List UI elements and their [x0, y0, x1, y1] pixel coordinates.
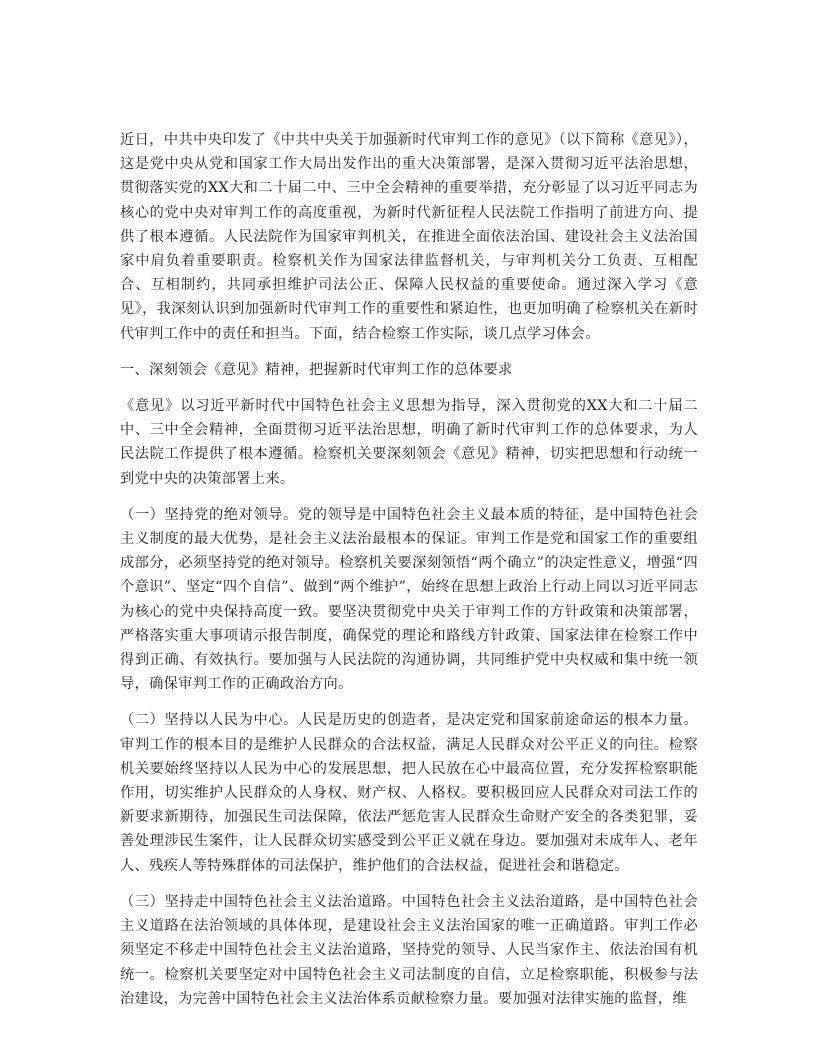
- section-intro-paragraph: 《意见》以习近平新时代中国特色社会主义思想为指导，深入贯彻党的XX大和二十届二中、三中全会精神，全面贯彻习近平法治思想，明确了新时代审判工作的总体要求，为人民法院工作提供了根本遵循。检察机关要深刻领会《意见》精神，切实把思想和行动统一到党中央的决策部署上来。: [120, 398, 698, 487]
- document-page: [120, 128, 698, 1023]
- section-heading: 一、深刻领会《意见》精神，把握新时代审判工作的总体要求: [120, 361, 513, 378]
- point-one-paragraph: （一）坚持党的绝对领导。党的领导是中国特色社会主义最本质的特征，是中国特色社会主义制度的最大优势，是社会主义法治最根本的保证。审判工作是党和国家工作的重要组成部分，必须坚持党的绝对领导。检察机关要深刻领悟“两个确立”的决定性意义，增强“四个意识”、坚定“四个自信”、做到“两个维护”，始终在思想上政治上行动上同以习近平同志为核心的党中央保持高度一致。要坚决贯彻党中央关于审判工作的方针政策和决策部署，严格落实重大事项请示报告制度，确保党的理论和路线方针政策、国家法律在检察工作中得到正确、有效执行。要加强与人民法院的沟通协调，共同维护党中央权威和集中统一领导，确保审判工作的正确政治方向。: [120, 506, 698, 693]
- intro-paragraph: 近日，中共中央印发了《中共中央关于加强新时代审判工作的意见》（以下简称《意见》），这是党中央从党和国家工作大局出发作出的重大决策部署，是深入贯彻习近平法治思想，贯彻落实党的XX大和二十届二中、三中全会精神的重要举措，充分彰显了以习近平同志为核心的党中央对审判工作的高度重视，为新时代新征程人民法院工作指明了前进方向、提供了根本遵循。人民法院作为国家审判机关，在推进全面依法治国、建设社会主义法治国家中肩负着重要职责。检察机关作为国家法律监督机关，与审判机关分工负责、互相配合、互相制约，共同承担维护司法公正、保障人民权益的重要使命。通过深入学习《意见》，我深刻认识到加强新时代审判工作的重要性和紧迫性，也更加明确了检察机关在新时代审判工作中的责任和担当。下面，结合检察工作实际，谈几点学习体会。: [120, 132, 698, 342]
- point-three-paragraph: （三）坚持走中国特色社会主义法治道路。中国特色社会主义法治道路，是中国特色社会主义道路在法治领域的具体体现，是建设社会主义法治国家的唯一正确道路。审判工作必须坚定不移走中国特色社会主义法治道路，坚持党的领导、人民当家作主、依法治国有机统一。检察机关要坚定对中国特色社会主义司法制度的自信，立足检察职能，积极参与法治建设，为完善中国特色社会主义法治体系贡献检察力量。要加强对法律实施的监督，维: [120, 893, 698, 1007]
- point-two-paragraph: （二）坚持以人民为中心。人民是历史的创造者，是决定党和国家前途命运的根本力量。审判工作的根本目的是维护人民群众的合法权益，满足人民群众对公平正义的向往。检察机关要始终坚持以人民为中心的发展思想，把人民放在心中最高位置，充分发挥检察职能作用，切实维护人民群众的人身权、财产权、人格权。要积极回应人民群众对司法工作的新要求新期待，加强民生司法保障，依法严惩危害人民群众生命财产安全的各类犯罪，妥善处理涉民生案件，让人民群众切实感受到公平正义就在身边。要加强对未成年人、老年人、残疾人等特殊群体的司法保护，维护他们的合法权益，促进社会和谐稳定。: [120, 712, 698, 874]
